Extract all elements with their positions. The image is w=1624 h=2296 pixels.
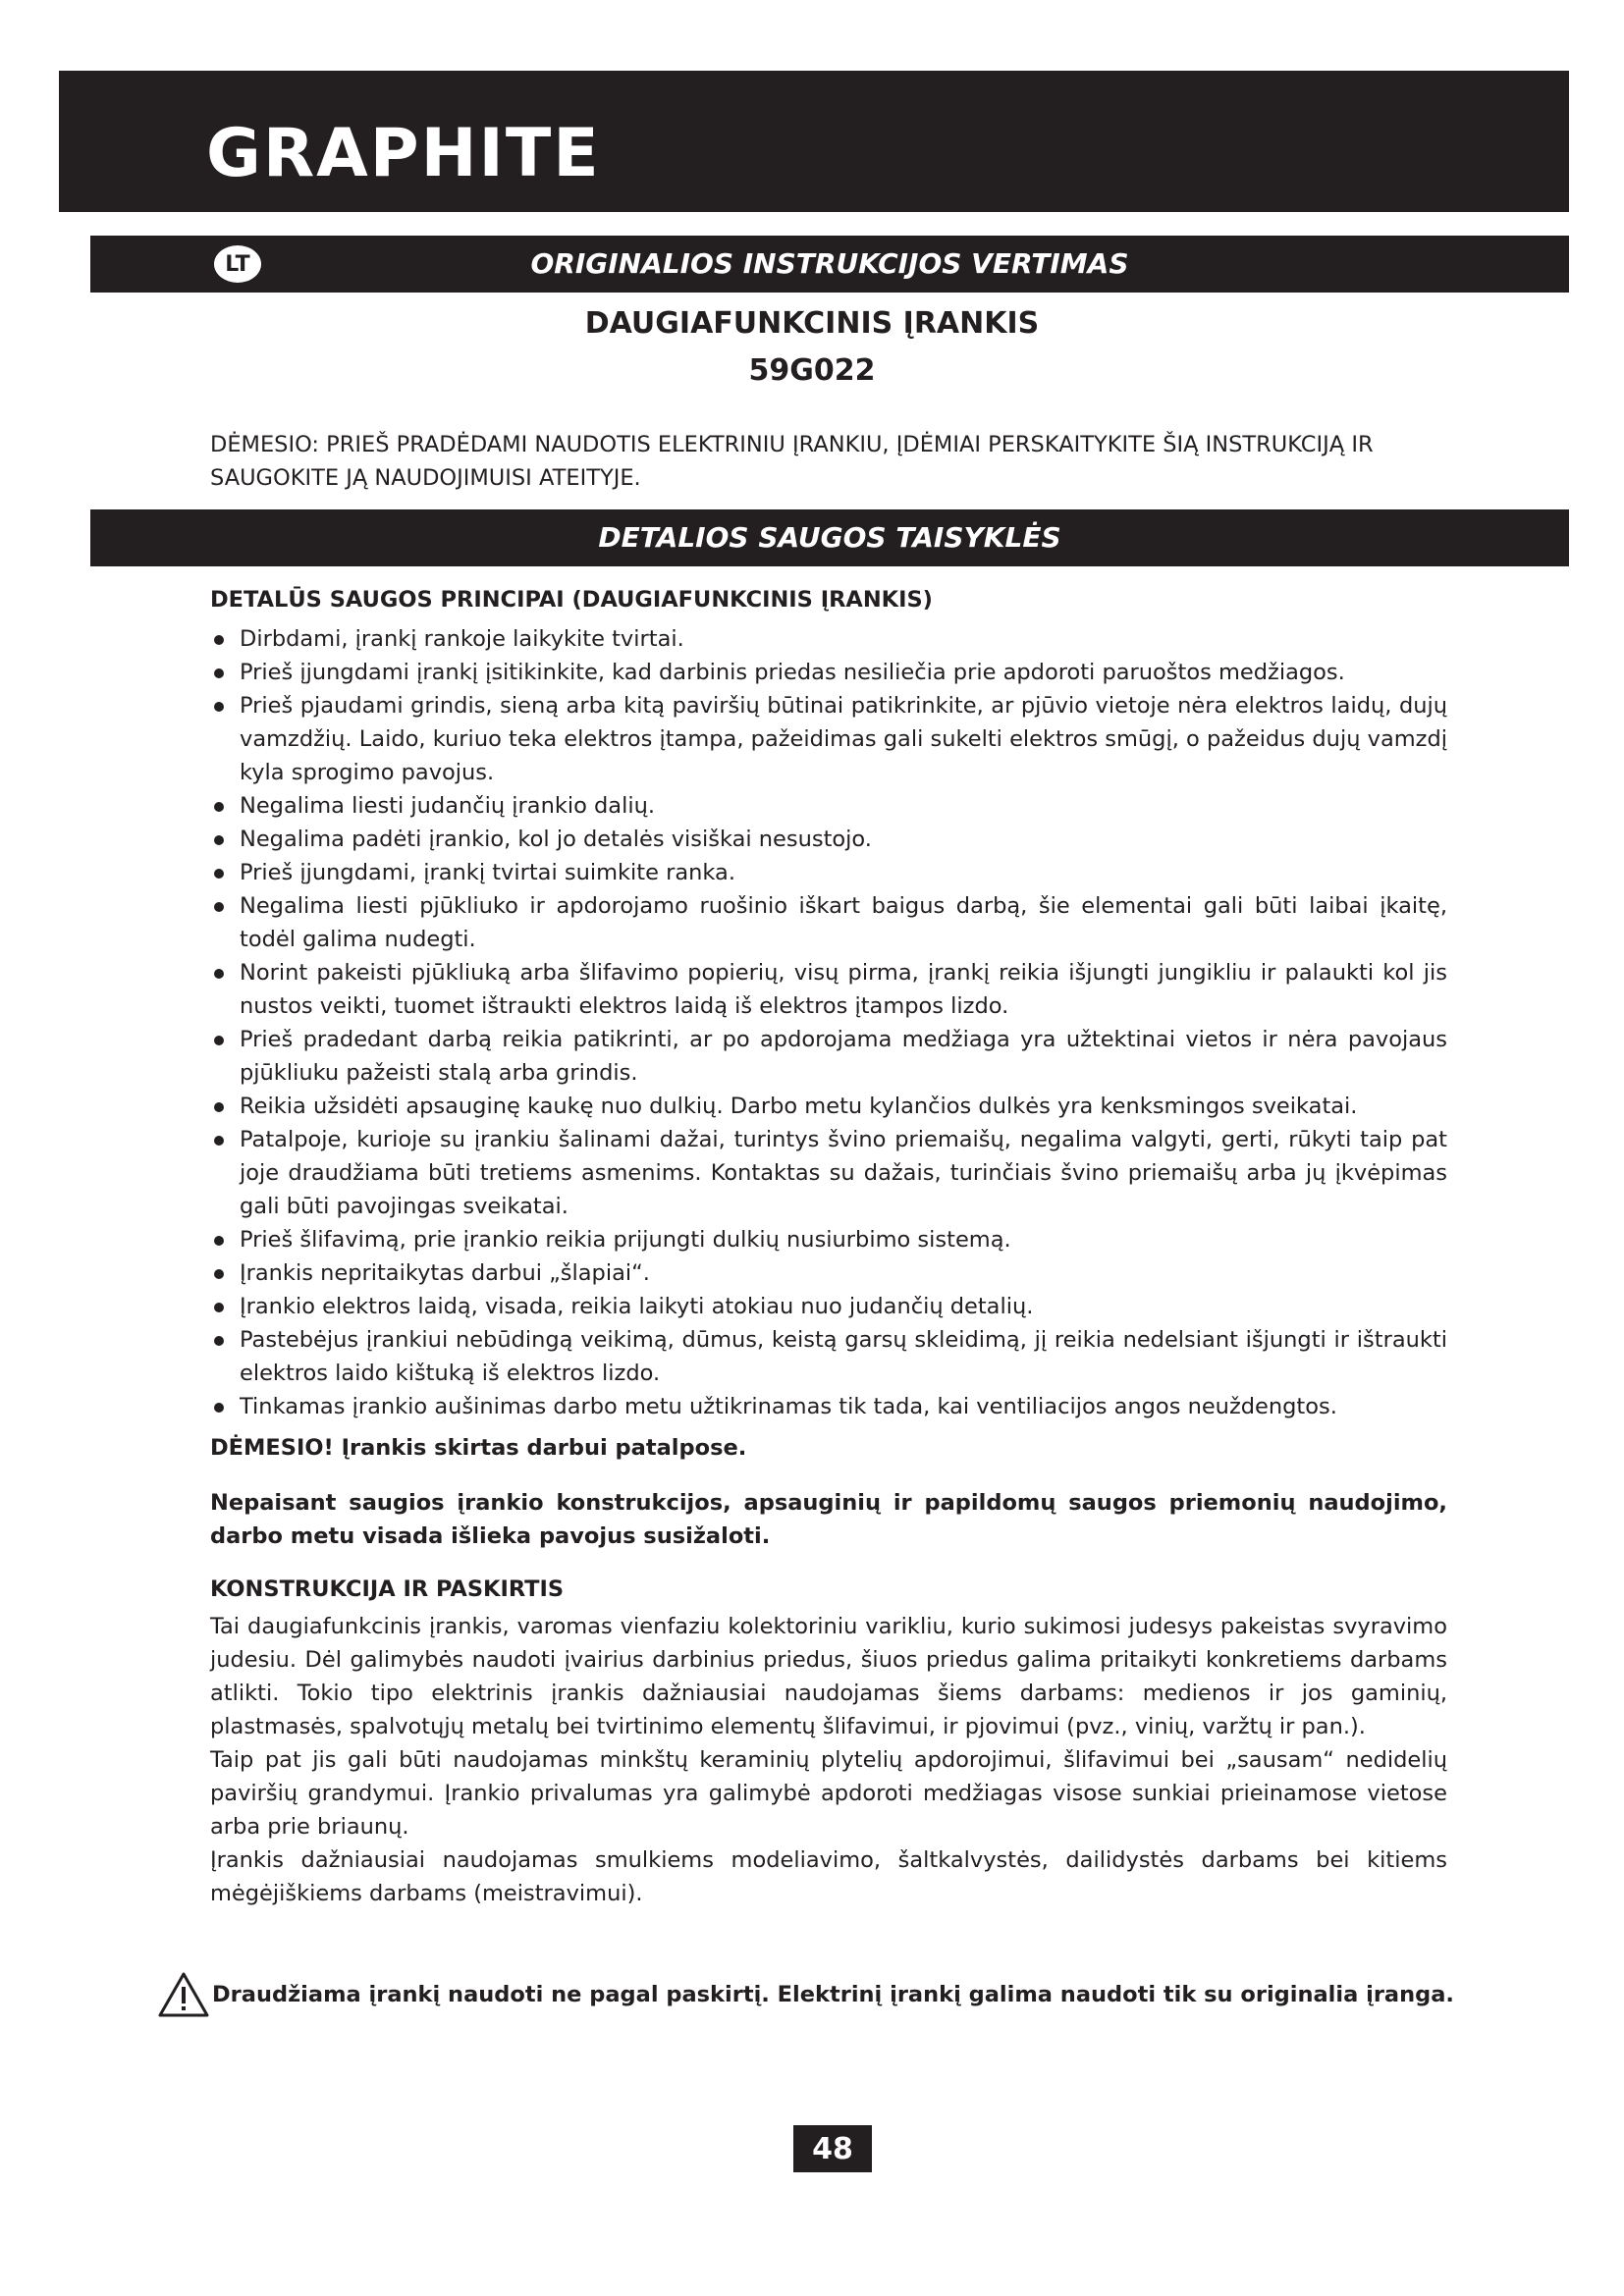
construction-heading: KONSTRUKCIJA IR PASKIRTIS bbox=[210, 1576, 565, 1602]
model-number: 59G022 bbox=[748, 353, 876, 388]
attention-notice: DĖMESIO: PRIEŠ PRADĖDAMI NAUDOTIS ELEKTRINIU ĮRANKIU, ĮDĖMIAI PERSKAITYKITE ŠIĄ INSTRUKCIJĄ IR SAUGOKITE JĄ NAUDOJIMUISI ATEITYJE. bbox=[210, 432, 1374, 491]
list-item: Negalima liesti pjūkliuko ir apdorojamo ruošinio iškart baigus darbą, šie elementai gali būti laibai įkaitę, todėl galima nudegti. bbox=[210, 889, 1447, 956]
warning-row bbox=[157, 1971, 1463, 2018]
list-item: Negalima padėti įrankio, kol jo detalės visiškai nesustojo. bbox=[210, 823, 1447, 856]
list-item: Prieš pradedant darbą reikia patikrinti, ar po apdorojama medžiaga yra užtektinai vietos ir nėra pavojaus pjūkliuku pažeisti stalą arba grindis. bbox=[210, 1023, 1447, 1090]
list-item: Reikia užsidėti apsauginę kaukę nuo dulkių. Darbo metu kylančios dulkės yra kenksmingos sveikatai. bbox=[210, 1090, 1447, 1123]
list-item: Tinkamas įrankio aušinimas darbo metu užtikrinamas tik tada, kai ventiliacijos angos neuždengtos. bbox=[210, 1390, 1447, 1423]
list-item: Prieš šlifavimą, prie įrankio reikia prijungti dulkių nusiurbimo sistemą. bbox=[210, 1223, 1447, 1256]
main-content bbox=[210, 583, 1447, 1910]
construction-paragraph: Taip pat jis gali būti naudojamas minkštų keraminių plytelių apdorojimui, šlifavimui bei „sausam“ nedidelių paviršių grandymui. Įrankio privalumas yra galimybė apdoroti medžiagas visose sunkiai prieinamose vietose arba prie briaunų. bbox=[210, 1747, 1447, 1840]
list-item: Prieš pjaudami grindis, sieną arba kitą paviršių būtinai patikrinkite, ar pjūvio vietoje nėra elektros laidų, dujų vamzdžių. Laido, kuriuo teka elektros įtampa, pažeidimas gali sukelti elektros smūgį, o pažeidus dujų vamzdį kyla sprogimo pavojus. bbox=[210, 689, 1447, 789]
safety-subheading: DETALŪS SAUGOS PRINCIPAI (DAUGIAFUNKCINIS ĮRANKIS) bbox=[210, 587, 933, 613]
list-item: Patalpoje, kurioje su įrankiu šalinami dažai, turintys švino priemaišų, negalima valgyti, gerti, rūkyti taip pat joje draudžiama būti tretiems asmenims. Kontaktas su dažais, turinčiais švino priemaišų arba jų įkvėpimas gali būti pavojingas sveikatai. bbox=[210, 1123, 1447, 1223]
warning-text: Draudžiama įrankį naudoti ne pagal paskirtį. Elektrinį įrankį galima naudoti tik su originalia įranga. bbox=[212, 1982, 1454, 2007]
risk-notice: Nepaisant saugios įrankio konstrukcijos, apsauginių ir papildomų saugos priemonių naudojimo, darbo metu visada išlieka pavojus susižaloti. bbox=[210, 1490, 1447, 1549]
list-item: Negalima liesti judančių įrankio dalių. bbox=[210, 789, 1447, 823]
construction-paragraph: Tai daugiafunkcinis įrankis, varomas vienfaziu kolektoriniu varikliu, kurio sukimosi judesys pakeistas svyravimo judesiu. Dėl galimybės naudoti įvairius darbinius priedus, šiuos priedus galima pritaikyti konkretiems darbams atlikti. Tokio tipo elektrinis įrankis dažniausiai naudojamas šiems darbams: medienos ir jos gaminių, plastmasės, spalvotųjų metalų bei tvirtinimo elementų šlifavimui, ir pjovimui (pvz., vinių, varžtų ir pan.). bbox=[210, 1614, 1447, 1739]
document-title: DAUGIAFUNKCINIS ĮRANKIS bbox=[584, 306, 1040, 341]
page-number: 48 bbox=[793, 2125, 872, 2172]
list-item: Norint pakeisti pjūkliuką arba šlifavimo popierių, visų pirma, įrankį reikia išjungti jungikliu ir palaukti kol jis nustos veikti, tuomet ištraukti elektros laidą iš elektros įtampos lizdo. bbox=[210, 956, 1447, 1023]
section-title: DETALIOS SAUGOS TAISYKLĖS bbox=[598, 521, 1061, 554]
translation-title: ORIGINALIOS INSTRUKCIJOS VERTIMAS bbox=[530, 247, 1129, 280]
list-item: Prieš įjungdami, įrankį tvirtai suimkite ranka. bbox=[210, 856, 1447, 889]
list-item: Įrankio elektros laidą, visada, reikia laikyti atokiau nuo judančių detalių. bbox=[210, 1290, 1447, 1323]
safety-rules-list bbox=[210, 622, 1447, 1423]
warning-triangle-icon bbox=[157, 1971, 210, 2018]
indoor-notice: DĖMESIO! Įrankis skirtas darbui patalpose. bbox=[210, 1435, 747, 1461]
list-item: Pastebėjus įrankiui nebūdingą veikimą, dūmus, keistą garsų skleidimą, jį reikia nedelsiant išjungti ir ištraukti elektros laido kištuką iš elektros lizdo. bbox=[210, 1323, 1447, 1390]
brand-logo: GRAPHITE bbox=[206, 114, 601, 192]
list-item: Įrankis nepritaikytas darbui „šlapiai“. bbox=[210, 1256, 1447, 1290]
language-badge: LT bbox=[214, 245, 261, 283]
construction-paragraph: Įrankis dažniausiai naudojamas smulkiems modeliavimo, šaltkalvystės, dailidystės darbams bei kitiems mėgėjiškiems darbams (meistravimui). bbox=[210, 1847, 1447, 1906]
list-item: Dirbdami, įrankį rankoje laikykite tvirtai. bbox=[210, 622, 1447, 656]
list-item: Prieš įjungdami įrankį įsitikinkite, kad darbinis priedas nesiliečia prie apdoroti paruoštos medžiagos. bbox=[210, 656, 1447, 689]
